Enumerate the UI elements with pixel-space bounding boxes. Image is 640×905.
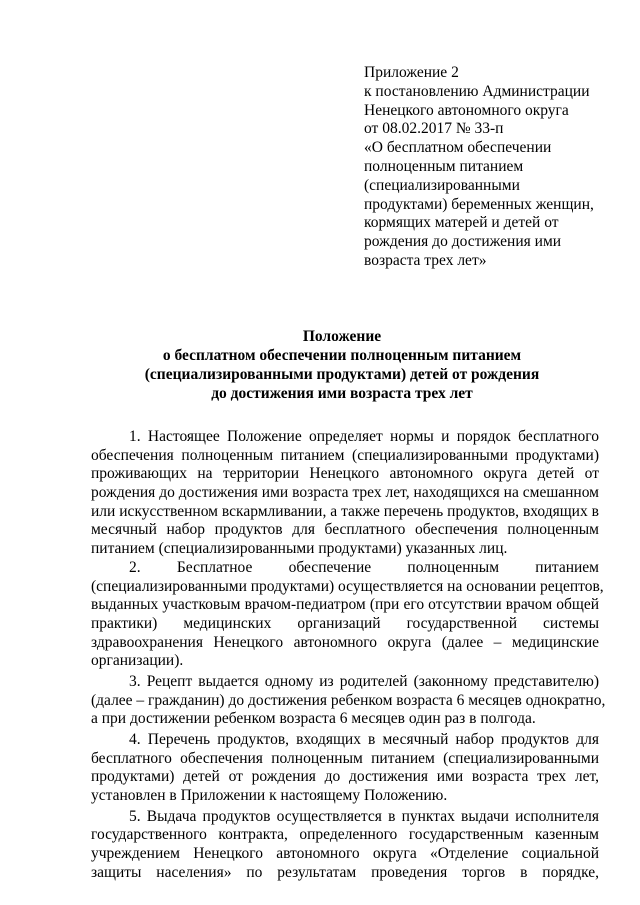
title-line: Положение [302,328,382,345]
document-title [82,327,602,403]
text-line: здравоохранения Ненецкого автономного округа (далее – медицинские [91,633,599,651]
text-line: 2. Бесплатное обеспечение полноценным питанием [129,558,599,576]
appendix-line: от 08.02.2017 № 33-п [364,120,504,138]
appendix-line: продуктами) беременных женщин, [364,195,594,213]
appendix-line: (специализированными [364,176,520,194]
text-line: питанием (специализированными продуктами) указанных лиц. [91,540,508,558]
text-line: 4. Перечень продуктов, входящих в месячный набор продуктов для [129,731,599,748]
title-line: о бесплатном обеспечении полноценным питанием [162,347,522,364]
text-line: 5. Выдача продуктов осуществляется в пунктах выдачи исполнителя [129,807,599,825]
appendix-line: Приложение 2 [364,64,459,81]
paragraph-3 [91,672,606,729]
appendix-line: к постановлению Администрации [364,82,590,100]
paragraph-2 [91,558,604,671]
text-line: выданных участковым врачом-педиатром (при его отсутствии врачом общей [91,596,599,614]
text-line: 1. Настоящее Положение определяет нормы и порядок бесплатного [129,428,599,445]
text-line: защиты населения» по результатам проведения торгов в порядке, [91,863,599,881]
appendix-line: рождения до достижения ими [364,233,562,251]
text-line: практики) медицинских организаций государственной системы [91,614,599,632]
text-line: продуктами) детей от рождения до достижения ими возраста трех лет, [91,768,599,786]
text-line: (далее – гражданин) до достижения ребенком возраста 6 месяцев однократно, [91,691,606,709]
text-line: 3. Рецепт выдается одному из родителей (законному представителю) [129,672,599,690]
title-line: до достижения ими возраста трех лет [211,385,473,402]
appendix-line: возраста трех лет» [364,251,487,269]
text-line: государственного контракта, определенного государственным казенным [91,826,599,844]
text-line: проживающих на территории Ненецкого автономного округа детей от [91,465,599,483]
appendix-line: «О бесплатном обеспечении [364,139,552,157]
document-body [91,428,606,883]
appendix-line: Ненецкого автономного округа [364,101,569,119]
appendix-header [364,64,614,271]
paragraph-1 [91,428,599,559]
text-line: установлен в Приложении к настоящему Положению. [91,787,448,805]
title-line: (специализированными продуктами) детей от рождения [144,366,540,383]
text-line: бесплатного обеспечения полноценным питанием (специализированными [91,749,599,767]
text-line: месячный набор продуктов для бесплатного обеспечения полноценным [91,521,599,539]
text-line: организации). [91,652,184,670]
text-line: рождения до достижения ими возраста трех лет, находящихся на смешанном [91,484,599,502]
text-line: или искусственном вскармливании, а также перечень продуктов, входящих в [91,502,599,520]
paragraph-4 [91,731,599,806]
text-line: а при достижении ребенком возраста 6 месяцев один раз в полгода. [91,710,536,728]
text-line: обеспечения полноценным питанием (специализированными продуктами) [91,446,599,464]
appendix-line: полноценным питанием [364,157,524,175]
appendix-line: кормящих матерей и детей от [364,214,559,232]
paragraph-5 [91,808,599,883]
text-line: учреждением Ненецкого автономного округа «Отделение социальной [91,845,599,863]
text-line: (специализированными продуктами) осуществляется на основании рецептов, [91,577,604,595]
